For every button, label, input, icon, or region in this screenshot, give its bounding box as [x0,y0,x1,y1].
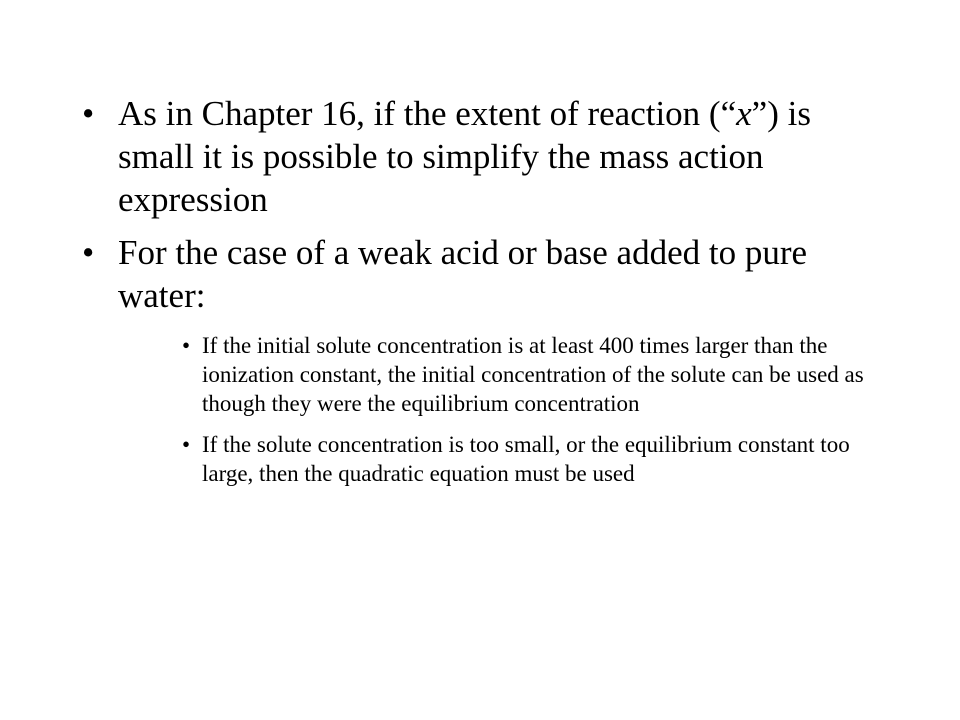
bullet-text-part: As in Chapter 16, if the extent of reaction (“ [118,94,737,133]
sub-bullet-marker: • [182,432,191,457]
sub-bullet-item-quadratic-equation [182,430,892,488]
bullet-item-extent-of-reaction [82,92,882,221]
bullet-marker: • [82,233,95,272]
sub-bullet-list [118,331,882,488]
sub-bullet-marker: • [182,333,191,358]
bullet-item-weak-acid-or-base [82,231,882,488]
bullet-text: For the case of a weak acid or base added to pure water: [118,233,808,315]
bullet-marker: • [82,94,95,133]
sub-bullet-item-initial-concentration [182,331,892,418]
sub-bullet-text: If the solute concentration is too small, or the equilibrium constant too large, then the quadratic equation must be used [202,432,850,486]
bullet-text-variable-x: x [736,94,752,133]
bullet-list [82,92,882,500]
sub-bullet-text: If the initial solute concentration is at least 400 times larger than the ionization constant, the initial concentration of the solute can be used as though they were the equilibrium concentration [202,333,864,416]
bullet-text-part: ”) is small it is possible to simplify the mass action expression [118,94,811,219]
